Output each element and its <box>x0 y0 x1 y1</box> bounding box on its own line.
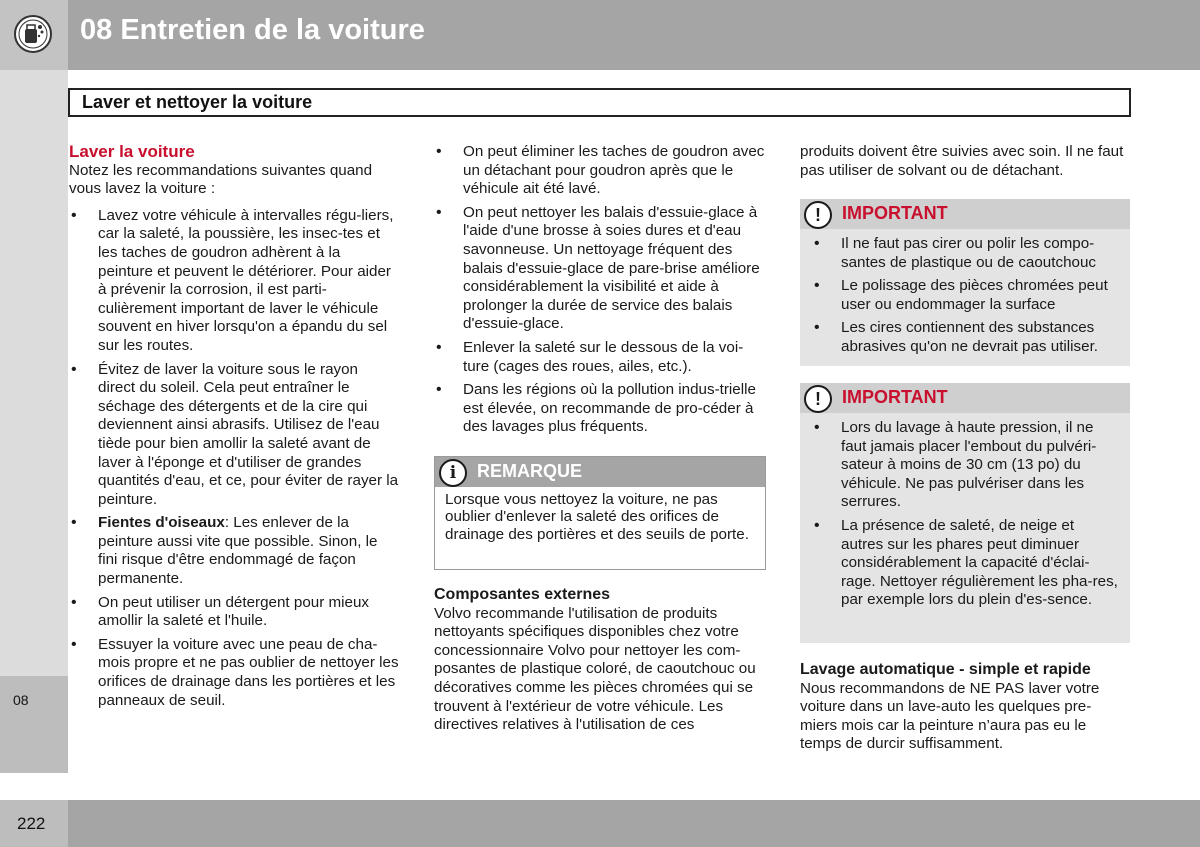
heading-laver-la-voiture: Laver la voiture <box>69 142 195 161</box>
list-item: • Dans les régions où la pollution indus-trielle est élevée, on recommande de pro-céder à des lavages plus fréquents. <box>434 381 768 437</box>
warning-icon: ! <box>804 201 832 229</box>
column-1 <box>69 143 399 715</box>
bird-droppings-text: : Les enlever de la peinture aussi vite que possible. Sinon, le fini risque d'être endommagé de façon permanente. <box>98 514 378 588</box>
list-item: • Enlever la saleté sur le dessous de la voi-ture (cages des roues, ailes, etc.). <box>434 339 768 376</box>
warning-icon: ! <box>804 385 832 413</box>
list-item: • Les cires contiennent des substances abrasives qu'on ne devrait pas utiliser. <box>812 319 1120 356</box>
note-box <box>434 456 766 570</box>
note-text: Lorsque vous nettoyez la voiture, ne pas oublier d'enlever la saleté des orifices de drainage des portières et des seuils de porte. <box>445 491 749 543</box>
chapter-side-tab-label: 08 <box>13 692 29 708</box>
important-list-1 <box>812 235 1120 357</box>
list-item <box>69 514 399 588</box>
cleaning-tips-list <box>434 143 768 437</box>
important-header-2 <box>800 383 1130 413</box>
important-title-1: IMPORTANT <box>842 203 948 223</box>
continuation-paragraph: produits doivent être suivies avec soin. Il ne faut pas utiliser de solvant ou de détachant. <box>800 143 1124 179</box>
important-box-1 <box>800 199 1130 366</box>
list-item: • Essuyer la voiture avec une peau de cha-mois propre et ne pas oublier de nettoyer les orifices de drainage dans les portières et les panneaux de seuil. <box>69 636 399 710</box>
wash-tips-list <box>69 207 399 710</box>
note-title: REMARQUE <box>477 461 583 481</box>
important-box-2 <box>800 383 1130 643</box>
column-3-lower <box>800 661 1128 754</box>
list-item: • La présence de saleté, de neige et autres sur les phares peut diminuer considérablement la capacité d'éclai-rage. Nettoyer régulièrement les pha-res, par exemple lors du plein d'es-sence. <box>812 517 1120 610</box>
page-number: 222 <box>17 814 46 833</box>
intro-paragraph: Notez les recommandations suivantes quand vous lavez la voiture : <box>69 161 373 198</box>
chapter-side-tab <box>0 676 68 773</box>
important-title-2: IMPORTANT <box>842 387 948 407</box>
list-item: • Évitez de laver la voiture sous le rayon direct du soleil. Cela peut entraîner le séchage des détergents et de la cire qui deviennent ainsi abrasifs. Utilisez de l'eau tiède pour bien amollir la saleté avant de laver à l'éponge et d'utiliser de grandes quantités d'eau, et ce, pour éviter de rayer la peinture. <box>69 361 399 510</box>
list-item: • Lors du lavage à haute pression, il ne faut jamais placer l'embout du pulvéri-sateur à moins de 30 cm (13 po) du véhicule. Ne pas pulvériser dans les serrures. <box>812 419 1120 512</box>
column-3 <box>800 143 1128 180</box>
side-strip <box>0 70 68 773</box>
list-item: • On peut éliminer les taches de goudron avec un détachant pour goudron après que le véhicule ait été lavé. <box>434 143 768 199</box>
important-list-2 <box>812 419 1120 610</box>
info-icon: i <box>439 459 467 487</box>
list-item: • Lavez votre véhicule à intervalles régu-liers, car la saleté, la poussière, les insec-tes et les taches de goudron adhèrent à la peinture et peuvent le détériorer. Pour aider à prévenir la corrosion, il est parti-culièrement important de laver le véhicule souvent en hiver lorsqu'on a épandu du sel sur les routes. <box>69 207 399 356</box>
list-item: • On peut nettoyer les balais d'essuie-glace à l'aide d'une brosse à soies dures et d'eau savonneuse. Un nettoyage fréquent des balais d'essuie-glace de pare-brise améliore considérablement la visibilité et aide à prolonger la durée de service des balais d'essuie-glace. <box>434 204 768 334</box>
list-item: • Il ne faut pas cirer ou polir les compo-santes de plastique ou de caoutchouc <box>812 235 1120 272</box>
important-header-1 <box>800 199 1130 229</box>
chapter-title: 08 Entretien de la voiture <box>80 14 425 46</box>
external-components-paragraph: Volvo recommande l'utilisation de produits nettoyants spécifiques disponibles chez votre concessionnaire Volvo pour nettoyer les com-posantes de plastique coloré, de caoutchouc ou décoratives comme les pièces chromées qui se trouvent à l'extérieur de votre véhicule. Les directives relatives à l'utilisation de ces <box>434 604 756 734</box>
car-wash-paragraph: Nous recommandons de NE PAS laver votre voiture dans un lave-auto les quelques pre-miers mois car la peinture n’aura pas eu le temps de durcir suffisamment. <box>800 679 1100 753</box>
section-title: Laver et nettoyer la voiture <box>82 92 313 112</box>
bird-droppings-term: Fientes d'oiseaux <box>98 514 225 532</box>
heading-composantes-externes: Composantes externes <box>434 586 611 603</box>
section-title-box <box>68 88 1131 117</box>
heading-lavage-automatique: Lavage automatique - simple et rapide <box>800 661 1091 678</box>
list-item: • Le polissage des pièces chromées peut user ou endommager la surface <box>812 277 1120 314</box>
note-header <box>435 457 765 487</box>
list-item: • On peut utiliser un détergent pour mieux amollir la saleté et l'huile. <box>69 594 399 631</box>
column-2-lower <box>434 586 768 735</box>
page-footer <box>0 800 1200 847</box>
column-2 <box>434 143 768 442</box>
car-wash-icon <box>13 14 53 54</box>
